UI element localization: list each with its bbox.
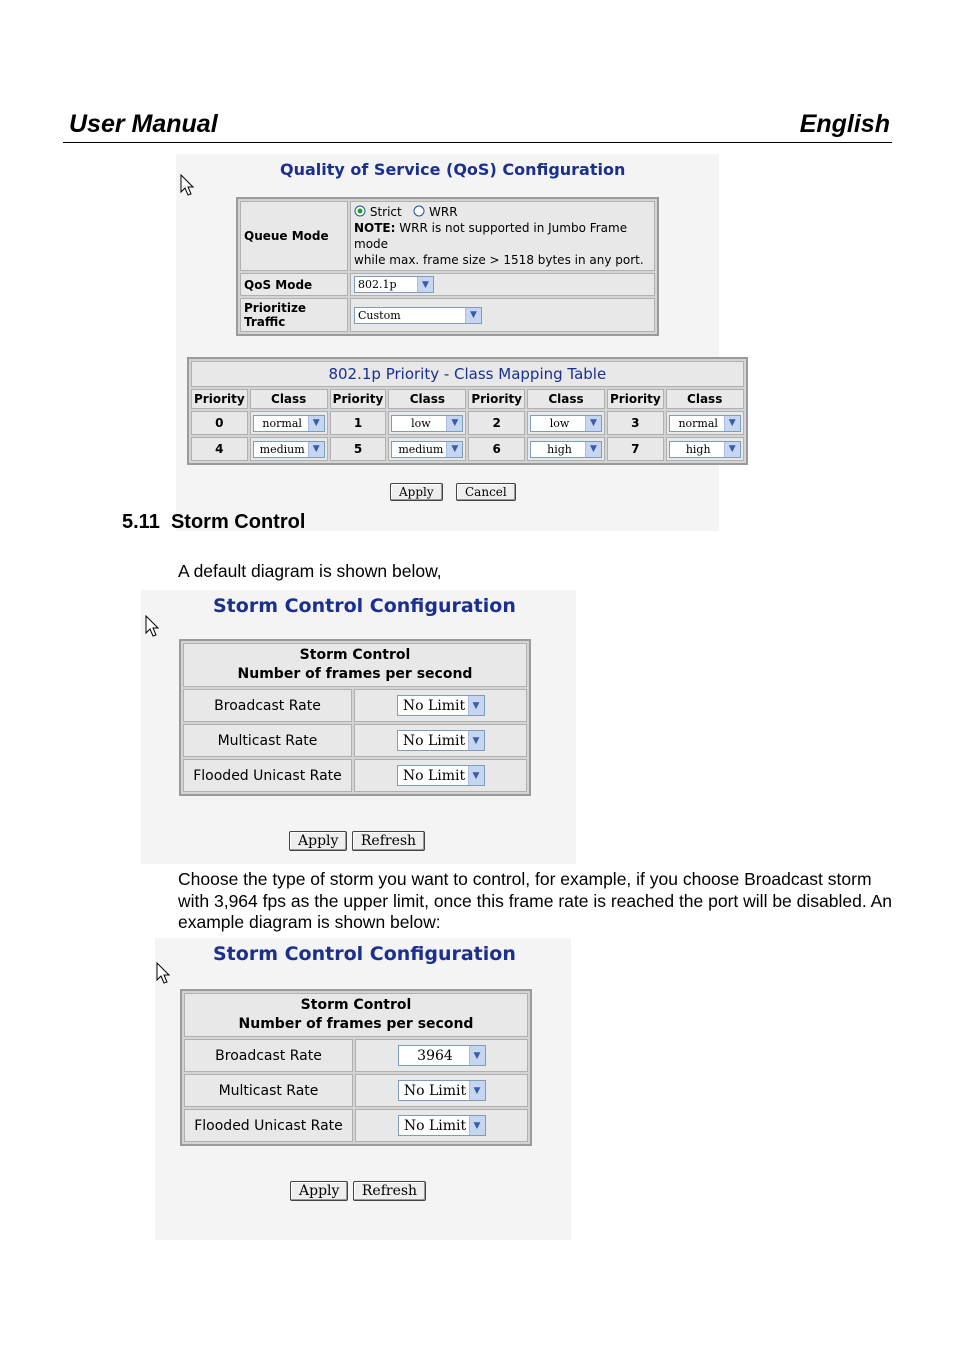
table-row (184, 1039, 528, 1072)
mapping-table (187, 357, 748, 465)
qos-screenshot (176, 154, 736, 531)
radio-wrr-label: WRR (429, 205, 458, 219)
table-row (183, 689, 527, 722)
chevron-down-icon: ▼ (465, 308, 481, 323)
rate-label: Flooded Unicast Rate (184, 1109, 353, 1142)
class-cell (388, 411, 466, 435)
refresh-button[interactable]: Refresh (352, 831, 425, 851)
rate-cell (354, 689, 527, 722)
multicast-rate-select[interactable] (398, 1080, 486, 1101)
header-rule (63, 142, 892, 143)
rate-value: No Limit (402, 697, 466, 714)
class-value: medium (259, 442, 305, 456)
chevron-down-icon: ▼ (468, 696, 484, 715)
qos-mode-value: 802.1p (358, 278, 397, 291)
cancel-button[interactable]: Cancel (456, 483, 516, 501)
chevron-down-icon: ▼ (469, 1116, 485, 1135)
priority-cell: 2 (468, 411, 525, 435)
apply-button[interactable]: Apply (390, 483, 443, 501)
table-row (183, 724, 527, 757)
storm-screenshot-2 (155, 938, 571, 1240)
table-row (184, 1109, 528, 1142)
chevron-down-icon: ▼ (724, 442, 740, 457)
priority-cell: 3 (607, 411, 664, 435)
broadcast-rate-select[interactable] (398, 1045, 486, 1066)
chevron-down-icon: ▼ (446, 442, 462, 457)
storm2-table (180, 989, 532, 1146)
class-select[interactable] (530, 415, 602, 432)
class-select[interactable] (530, 441, 602, 458)
rate-label: Multicast Rate (183, 724, 352, 757)
col-class: Class (250, 389, 328, 409)
section-number: 5.11 (122, 511, 160, 533)
class-select[interactable] (253, 441, 325, 458)
storm2-buttons (290, 1181, 426, 1201)
chevron-down-icon: ▼ (585, 416, 601, 431)
chevron-down-icon: ▼ (468, 766, 484, 785)
radio-strict-label: Strict (369, 205, 402, 219)
qos-table (236, 197, 659, 336)
multicast-rate-select[interactable] (397, 730, 485, 751)
rate-cell (355, 1074, 528, 1107)
chevron-down-icon: ▼ (308, 416, 324, 431)
qos-title: Quality of Service (QoS) Configuration (280, 160, 626, 179)
table-row (184, 1074, 528, 1107)
storm1-buttons (289, 831, 425, 851)
mapping-buttons (390, 483, 516, 501)
qos-mode-cell (350, 273, 655, 296)
pointer-cursor-icon (156, 962, 174, 986)
rate-label: Broadcast Rate (183, 689, 352, 722)
apply-button[interactable]: Apply (289, 831, 347, 851)
prioritize-cell (350, 298, 655, 332)
section-heading (122, 511, 305, 534)
radio-wrr[interactable] (413, 205, 457, 219)
class-cell (527, 411, 605, 435)
class-cell (527, 437, 605, 461)
radio-checked-icon (354, 205, 366, 217)
storm1-title: Storm Control Configuration (213, 595, 516, 617)
caption-line2: Number of frames per second (237, 666, 473, 682)
chevron-down-icon: ▼ (724, 416, 740, 431)
col-priority: Priority (191, 389, 248, 409)
explanation-text: Choose the type of storm you want to control, for example, if you choose Broadcast storm with 3,964 fps as the upper limit, once this frame rate is reached the port will be disabled. An example diagram is shown below: (178, 869, 892, 932)
unicast-rate-select[interactable] (397, 765, 485, 786)
qos-mode-label: QoS Mode (240, 273, 348, 296)
chevron-down-icon: ▼ (446, 416, 462, 431)
priority-cell: 6 (468, 437, 525, 461)
rate-value: No Limit (402, 732, 466, 749)
storm2-title: Storm Control Configuration (213, 943, 516, 965)
radio-unchecked-icon (413, 205, 425, 217)
unicast-rate-select[interactable] (398, 1115, 486, 1136)
class-value: high (685, 442, 711, 456)
col-class: Class (388, 389, 466, 409)
chevron-down-icon: ▼ (468, 731, 484, 750)
rate-value: No Limit (403, 1117, 467, 1134)
pointer-cursor-icon (145, 615, 163, 639)
table-row (191, 437, 744, 461)
rate-cell (355, 1039, 528, 1072)
rate-value: No Limit (403, 1082, 467, 1099)
rate-value: 3964 (417, 1047, 453, 1064)
table-row (183, 759, 527, 792)
rate-value: No Limit (402, 767, 466, 784)
broadcast-rate-select[interactable] (397, 695, 485, 716)
storm2-caption (184, 993, 528, 1037)
priority-cell: 0 (191, 411, 248, 435)
class-cell (666, 437, 744, 461)
class-select[interactable] (391, 415, 463, 432)
class-cell (250, 437, 328, 461)
col-class: Class (527, 389, 605, 409)
rate-label: Multicast Rate (184, 1074, 353, 1107)
storm-screenshot-1 (141, 590, 576, 864)
rate-cell (354, 759, 527, 792)
class-select[interactable] (391, 441, 463, 458)
class-value: low (411, 416, 431, 430)
class-value: low (549, 416, 570, 430)
priority-cell: 1 (330, 411, 387, 435)
prioritize-select[interactable] (354, 307, 482, 324)
class-value: high (547, 442, 572, 456)
class-cell (388, 437, 466, 461)
queue-mode-label: Queue Mode (240, 201, 348, 271)
caption-line2: Number of frames per second (238, 1016, 474, 1032)
priority-cell: 4 (191, 437, 248, 461)
intro-text: A default diagram is shown below, (178, 561, 442, 581)
radio-strict[interactable] (354, 205, 406, 219)
note-bold: NOTE: (354, 221, 396, 235)
apply-button[interactable]: Apply (290, 1181, 348, 1201)
section-title: Storm Control (170, 511, 306, 533)
rate-label: Broadcast Rate (184, 1039, 353, 1072)
rate-cell (355, 1109, 528, 1142)
priority-cell: 5 (330, 437, 387, 461)
class-value: normal (262, 416, 302, 430)
chevron-down-icon: ▼ (308, 442, 324, 457)
class-value: normal (678, 416, 718, 430)
class-cell (250, 411, 328, 435)
priority-cell: 7 (607, 437, 664, 461)
rate-cell (354, 724, 527, 757)
col-priority: Priority (607, 389, 664, 409)
table-row (191, 411, 744, 435)
caption-line1: Storm Control (299, 647, 411, 663)
col-priority: Priority (468, 389, 525, 409)
refresh-button[interactable]: Refresh (353, 1181, 426, 1201)
prioritize-value: Custom (358, 308, 401, 322)
chevron-down-icon: ▼ (417, 277, 433, 292)
note-line1: WRR is not supported in Jumbo Frame mode (354, 221, 628, 251)
chevron-down-icon: ▼ (469, 1081, 485, 1100)
col-priority: Priority (330, 389, 387, 409)
header-right: English (799, 110, 890, 138)
class-value: medium (398, 442, 444, 456)
class-cell (666, 411, 744, 435)
qos-mode-select[interactable] (354, 276, 434, 293)
mapping-title: 802.1p Priority - Class Mapping Table (191, 361, 744, 387)
chevron-down-icon: ▼ (585, 442, 601, 457)
pointer-cursor-icon (180, 174, 198, 198)
class-select[interactable] (253, 415, 325, 432)
note-line2: while max. frame size > 1518 bytes in any port. (354, 253, 644, 267)
storm1-caption (183, 643, 527, 687)
chevron-down-icon: ▼ (469, 1046, 485, 1065)
queue-mode-cell (350, 201, 655, 271)
class-select[interactable] (669, 441, 741, 458)
storm1-table (179, 639, 531, 796)
prioritize-label: Prioritize Traffic (240, 298, 348, 332)
caption-line1: Storm Control (300, 997, 412, 1013)
rate-label: Flooded Unicast Rate (183, 759, 352, 792)
header-left: User Manual (69, 110, 218, 138)
class-select[interactable] (669, 415, 741, 432)
col-class: Class (666, 389, 744, 409)
